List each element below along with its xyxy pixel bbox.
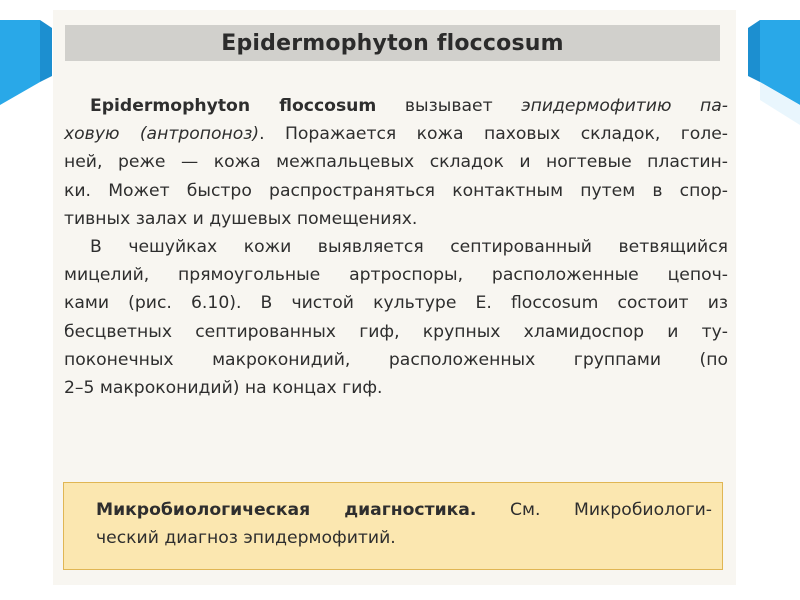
section-heading: Epidermophyton floccosum bbox=[221, 30, 564, 56]
paragraph-2-line-2: мицелий, прямоугольные артроспоры, расположенные цепоч- bbox=[64, 265, 728, 286]
organism-name: Epidermophyton floccosum bbox=[90, 96, 377, 116]
diagnosis-line-2: ческий диагноз эпидермофитий. bbox=[96, 528, 396, 549]
textbook-page bbox=[53, 10, 736, 585]
paragraph-2-line-6: 2–5 макроконидий) на концах гиф. bbox=[64, 378, 383, 399]
paragraph-2-line-3: ками (рис. 6.10). В чистой культуре E. floccosum состоит из bbox=[64, 293, 728, 314]
paragraph-2-line-4: бесцветных септированных гиф, крупных хламидоспор и ту- bbox=[64, 321, 728, 342]
disease-name-continued: ховую (антропоноз) bbox=[64, 124, 260, 145]
section-heading-bar bbox=[65, 25, 720, 61]
diagnosis-line-1-rest: См. Микробиологи- bbox=[476, 500, 713, 520]
paragraph-2-line-1: В чешуйках кожи выявляется септированный ветвящийся bbox=[90, 237, 728, 258]
paragraph-1-line-2 bbox=[64, 120, 728, 148]
paragraph-1-line-3: ней, реже — кожа межпальцевых складок и ногтевые пластин- bbox=[64, 152, 728, 173]
paragraph-1-line-1 bbox=[64, 92, 728, 120]
paragraph-1-line-4: ки. Может быстро распространяться контактным путем в спор- bbox=[64, 180, 728, 201]
diagnosis-box bbox=[63, 482, 723, 570]
body-text bbox=[64, 92, 728, 402]
paragraph-1-line-2-rest: . Поражается кожа паховых складок, голе- bbox=[259, 124, 728, 145]
paragraph-2-line-5: поконечных макроконидий, расположенных группами (по bbox=[64, 349, 728, 370]
paragraph-1-line-5: тивных залах и душевых помещениях. bbox=[64, 208, 418, 229]
disease-name: эпидермофитию па- bbox=[521, 96, 728, 116]
diagnosis-title: Микробиологическая диагностика. bbox=[96, 500, 477, 520]
corner-decoration-left bbox=[0, 20, 58, 125]
diagnosis-text bbox=[96, 496, 712, 552]
corner-decoration-right bbox=[742, 20, 800, 125]
paragraph-1-verb: вызывает bbox=[376, 96, 522, 116]
diagnosis-line-1 bbox=[96, 496, 712, 524]
